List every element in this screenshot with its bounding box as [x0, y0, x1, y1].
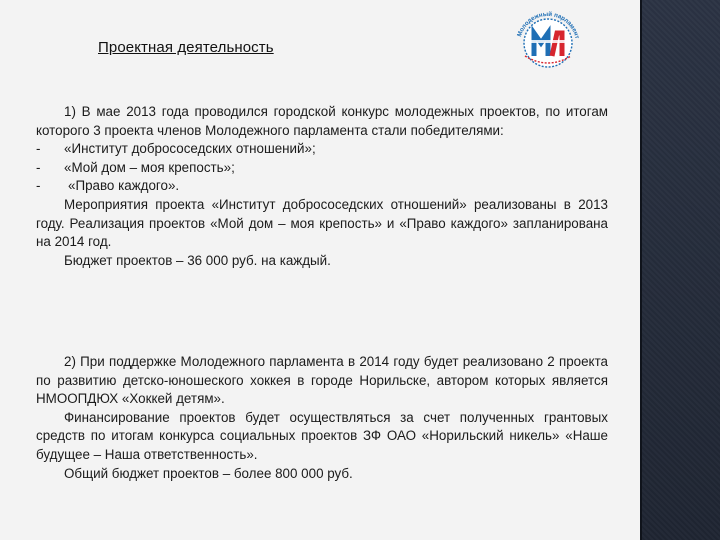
bullet-item	[36, 140, 608, 159]
bullet-dash: -	[36, 159, 41, 175]
block2-intro: 2) При поддержке Молодежного парламента в 2014 году будет реализовано 2 проекта по развитию детско-юношеского хоккея в городе Норильске, автором которых является НМООПДЮХ «Хоккей детям».	[36, 354, 608, 407]
bullet-dash: -	[36, 141, 41, 157]
block2-financing: Финансирование проектов будет осуществляться за счет полученных грантовых средств по итогам конкурса социальных проектов ЗФ ОАО «Норильский никель» «Наше будущее – Наша ответственность».	[36, 409, 608, 462]
youth-parliament-logo	[505, 10, 591, 72]
block2-total-budget: Общий бюджет проектов – более 800 000 руб.	[64, 465, 353, 481]
logo-arc-text: Молодежный парламент	[516, 10, 581, 40]
bullet-text: «Право каждого».	[68, 178, 180, 194]
block1-intro: 1) В мае 2013 года проводился городской конкурс молодежных проектов, по итогам которого 3 проекта членов Молодежного парламента стали победителями:	[36, 104, 608, 138]
block1-budget: Бюджет проектов – 36 000 руб. на каждый.	[64, 252, 331, 268]
page-title: Проектная деятельность	[98, 39, 274, 56]
bullet-dash: -	[36, 178, 41, 194]
sidebar-edge	[640, 0, 642, 540]
decorative-sidebar	[640, 0, 720, 540]
logo-graphic	[505, 10, 591, 72]
bullet-item	[36, 159, 608, 178]
block1-implemented: Мероприятия проекта «Институт добрососедских отношений» реализованы в 2013 году. Реализация проектов «Мой дом – моя крепость» и «Право каждого» запланирована на 2014 год.	[36, 196, 608, 250]
bullet-text: «Мой дом – моя крепость»;	[64, 159, 235, 175]
project-block-1	[36, 103, 608, 270]
project-block-2	[36, 353, 608, 483]
bullet-text: «Институт добрососедских отношений»;	[64, 141, 316, 157]
bullet-item	[36, 177, 608, 196]
